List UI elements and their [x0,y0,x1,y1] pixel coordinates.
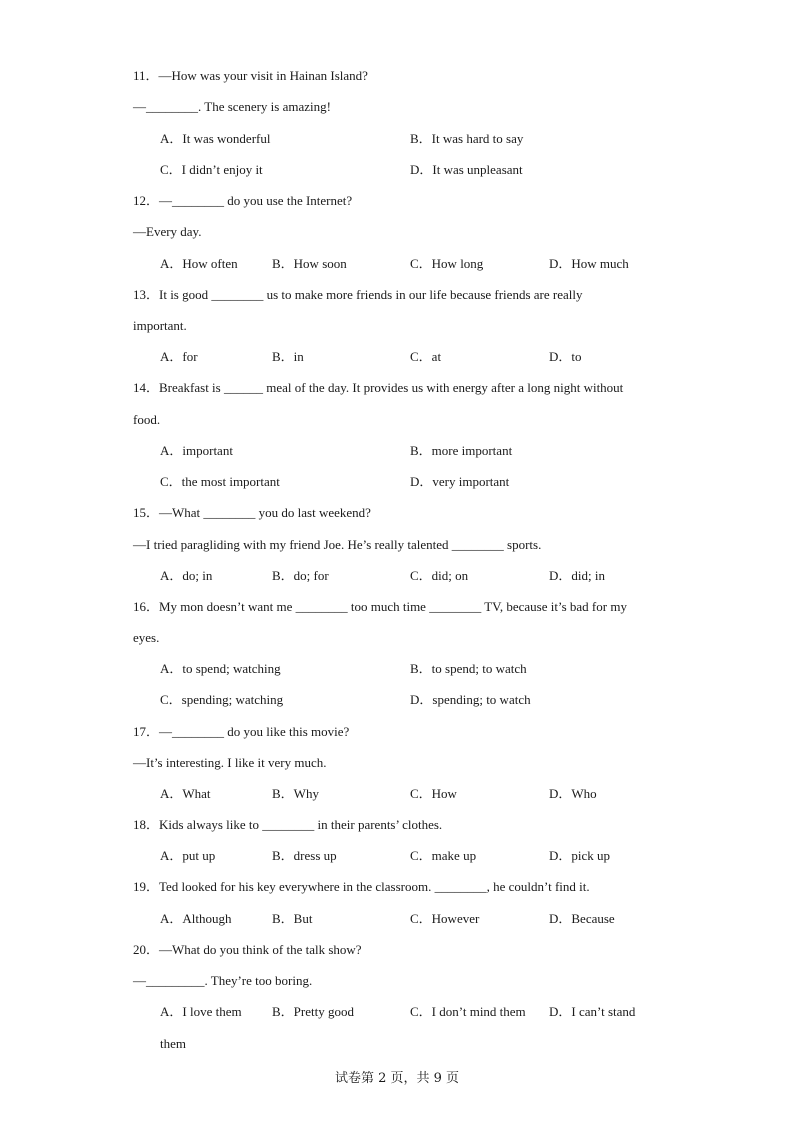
option-c[interactable]: C．did; on [410,568,469,583]
option-d[interactable]: D．spending; to watch [410,692,531,707]
question-stem-line: 14．Breakfast is ______ meal of the day. It provides us with energy after a long night without [133,380,624,395]
question-stem-line: food. [133,412,161,427]
option-a[interactable]: A．for [160,349,198,364]
option-d[interactable]: D．It was unpleasant [410,162,523,177]
option-c[interactable]: C．How long [410,256,484,271]
option-d[interactable]: D．Because [549,911,615,926]
option-d[interactable]: D．I can’t stand [549,1004,636,1019]
option-b[interactable]: B．dress up [272,848,337,863]
option-b[interactable]: B．in [272,349,304,364]
option-d[interactable]: D．very important [410,474,510,489]
option-b[interactable]: B．But [272,911,313,926]
option-c[interactable]: C．make up [410,848,477,863]
question-stem-line: 17．—________ do you like this movie? [133,724,350,739]
option-b[interactable]: B．Pretty good [272,1004,354,1019]
question-stem-line: —I tried paragliding with my friend Joe. He’s really talented ________ sports. [133,537,542,552]
question-stem-line: —Every day. [133,224,202,239]
question-stem-line: eyes. [133,630,160,645]
option-a[interactable]: A．It was wonderful [160,131,271,146]
page-footer: 试卷第 2 页，共 9 页 [334,1071,460,1086]
question-stem-line: —________. The scenery is amazing! [133,99,331,114]
option-a[interactable]: A．do; in [160,568,213,583]
option-c[interactable]: C．the most important [160,474,280,489]
question-stem-line: 19．Ted looked for his key everywhere in the classroom. ________, he couldn’t find it. [133,879,590,894]
question-stem-line: 12．—________ do you use the Internet? [133,193,353,208]
option-a[interactable]: A．Although [160,911,232,926]
option-d[interactable]: D．did; in [549,568,605,583]
question-stem-line: 20．—What do you think of the talk show? [133,942,362,957]
option-a[interactable]: A．How often [160,256,238,271]
option-b[interactable]: B．more important [410,443,513,458]
question-stem-line: 16．My mon doesn’t want me ________ too much time ________ TV, because it’s bad for my [133,599,627,614]
option-d-continuation: them [160,1036,186,1051]
question-stem-line: 11．—How was your visit in Hainan Island? [133,68,368,83]
option-a[interactable]: A．I love them [160,1004,242,1019]
option-b[interactable]: B．It was hard to say [410,131,524,146]
option-c[interactable]: C．However [410,911,480,926]
option-b[interactable]: B．How soon [272,256,347,271]
option-c[interactable]: C．spending; watching [160,692,284,707]
question-stem-line: 18．Kids always like to ________ in their parents’ clothes. [133,817,443,832]
option-a[interactable]: A．important [160,443,233,458]
option-c[interactable]: C．I don’t mind them [410,1004,526,1019]
option-a[interactable]: A．to spend; watching [160,661,281,676]
option-b[interactable]: B．to spend; to watch [410,661,527,676]
option-d[interactable]: D．Who [549,786,597,801]
option-b[interactable]: B．do; for [272,568,329,583]
question-stem-line: —_________. They’re too boring. [133,973,313,988]
question-stem-line: 15．—What ________ you do last weekend? [133,505,371,520]
option-c[interactable]: C．How [410,786,457,801]
option-d[interactable]: D．to [549,349,582,364]
option-c[interactable]: C．at [410,349,442,364]
option-d[interactable]: D．pick up [549,848,611,863]
question-stem-line: important. [133,318,187,333]
option-a[interactable]: A．put up [160,848,216,863]
option-b[interactable]: B．Why [272,786,319,801]
option-d[interactable]: D．How much [549,256,629,271]
question-stem-line: 13．It is good ________ us to make more friends in our life because friends are really [133,287,583,302]
option-c[interactable]: C．I didn’t enjoy it [160,162,263,177]
question-stem-line: —It’s interesting. I like it very much. [133,755,327,770]
option-a[interactable]: A．What [160,786,211,801]
